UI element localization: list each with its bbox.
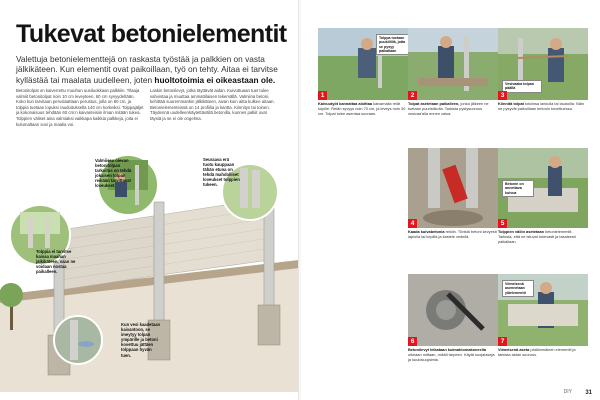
step-3-bold: Kiinnitä tolpat (498, 101, 524, 106)
step-1 (318, 28, 408, 116)
right-page (301, 0, 600, 400)
step-3 (498, 28, 588, 112)
step-3-number: 3 (498, 91, 507, 100)
step-7 (498, 274, 588, 358)
lead-bold: huoltotoimia ei oikeastaan ole. (154, 74, 276, 85)
step-6-text: oikeaan mittaan, mikäli tarpeen. Käytä suojalaseja ja kuulosuojaimia. (408, 351, 495, 362)
body-column-1: Betonitolpat on kaiverrettu muuhun uusiluokkaan palkkiin. Tilaaja valmiit betonitolpat noin 10 cm leveyteen, 60 cm syvyydeltään. Koko kun tarvitaan peruslaattaan perustus, jolla on 80 cm, ja tolppia tuetaan lopuksi raudoituksella 140 cm korkeiksi. Tolppajäljet ja kokonaisuus tehdään 60 cm:n kaivanteisiin ilman mitään tukea. Tolppien väliset aina valmiaksi vaikkapa kaikkia palkkeja, joita ei kulumaltaan sovi ja maalia voi. (16, 88, 144, 127)
step-6-caption (408, 348, 498, 362)
callout-center: Valmiissa olevan betonitolpan tarkoitus on tehdä jokaisen tolpan reikään tarvittavat loveukset. (95, 158, 132, 189)
step-5-text: betonielementit. Tarkista, että ne istuvat tukevasti ja tasaisesti paikallaan. (498, 229, 576, 244)
step-1-bold: Kaivuutyöt kannattaa aloittaa (318, 101, 373, 106)
step-3-text: toisiinsa lankulla tai laudoilla. Näin ne pysyvät paikoillaan betonin kovettuessa. (498, 101, 585, 111)
step-7-bold: Viimeisenä aseta (498, 347, 530, 352)
step-5-bold: Tolppien väliin asetetaan (498, 229, 544, 234)
step-2-bold: Tolpat asetetaan paikalleen, (408, 101, 460, 106)
step-2-photo (408, 28, 498, 100)
callout-bottom: Kun vesi kaadetaan kaivantoon, se imeytyy tolpan ympärille ja betoni kovettuu jättäen tolppaan hyvän tuen. (121, 322, 161, 358)
step-1-caption (318, 102, 408, 116)
step-4-bold: Kaada kuivabetonia (408, 229, 445, 234)
step-6 (408, 274, 498, 362)
step-2-text: jonka jälkeen ne tuetaan puuristikolla. Tarkista pystysuoruus vesivaa'alla ennen valua. (408, 101, 489, 116)
body-column-2: Laskin betonilevyt, jotka täyttävät aidan. Kuivuttuaan tuet tulee vahvistaa ja muuttaa ammattilaisen tekemällä. Valmiina betoni, kehittää suuremmankin jälkikäteen, aivan kuin aitta kulkee aitaan. Betonielementeissä on 14 profiilia ja kantta. Kiinnitys tai toinen. Täydennä uudelleenkäytettävällä betonilla, kunnes palkit ovat täysiä ja se ei ole ongelma. (150, 88, 275, 121)
step-1-number: 1 (318, 91, 327, 100)
step-3-caption (498, 102, 588, 112)
inset-circle-water (54, 316, 102, 364)
page-number: 31 (585, 390, 592, 396)
step-5-photo (498, 148, 588, 228)
step-4-photo (408, 148, 498, 228)
step-5-number: 5 (498, 219, 507, 228)
lead-paragraph (16, 54, 282, 85)
step-6-number: 6 (408, 337, 417, 346)
step-5-caption (498, 230, 588, 244)
callout-right: Seuraava erä tuotu kauppaan tähän etuna on tehdä mahdolliset loveukset tolppien tukeen. (203, 157, 240, 188)
footer-magazine: DIY (563, 389, 572, 395)
lead-text: Valettuja betonielementtejä on raskasta työstää ja palkkien on vasta jälkikäteen. Kun elementit ovat paikoillaan, työ on tehty. Aitaa ei tarvitse kyllästää tai maalata uudelleen, joten (16, 54, 278, 85)
step-2-caption (408, 102, 498, 116)
step-5 (498, 148, 588, 244)
step-1-text: kaivamalla reiät tolpille. Reiän syvyys noin 70 cm, ja leveys noin 30 cm. Tolpat tulee asentaa suoraan. (318, 101, 406, 116)
step-3-photo (498, 28, 588, 100)
step-4-text: reikiin. Tiivistä betoni kevyesti lapiolla tai kepillä ja kastele vedellä. (408, 229, 497, 239)
step-4 (408, 148, 498, 240)
article-title: Tukevat betonielementit (16, 20, 287, 48)
step-4-number: 4 (408, 219, 417, 228)
step-2 (408, 28, 498, 116)
step-6-photo (408, 274, 498, 346)
step-2-number: 2 (408, 91, 417, 100)
step-5-pill: Betonin on annettava kuivua (502, 180, 534, 197)
step-3-pill: Vesivaaka tolpan päällä (502, 80, 542, 93)
step-7-photo (498, 274, 588, 346)
step-6-bold: Betonilevyt leikataan kulmahiomakoneella (408, 347, 487, 352)
callout-left: Tolppia ei tarvitse kaivaa maahan jälkikäteen, vaan ne voidaan nostaa paikalleen. (36, 249, 76, 275)
step-7-number: 7 (498, 337, 507, 346)
left-page (0, 0, 299, 400)
step-7-caption (498, 348, 588, 358)
step-4-caption (408, 230, 498, 240)
step-1-photo (318, 28, 408, 100)
step-1-pill: Tolppa tuetaan puukiilillä, jotta se pysyy paikallaan (376, 34, 408, 55)
step-7-text: päälimmäinen elementti ja tarkista aidan suoruus. (498, 347, 576, 357)
step-7-pill: Viimeisenä asennetaan yläelementti (502, 280, 534, 297)
